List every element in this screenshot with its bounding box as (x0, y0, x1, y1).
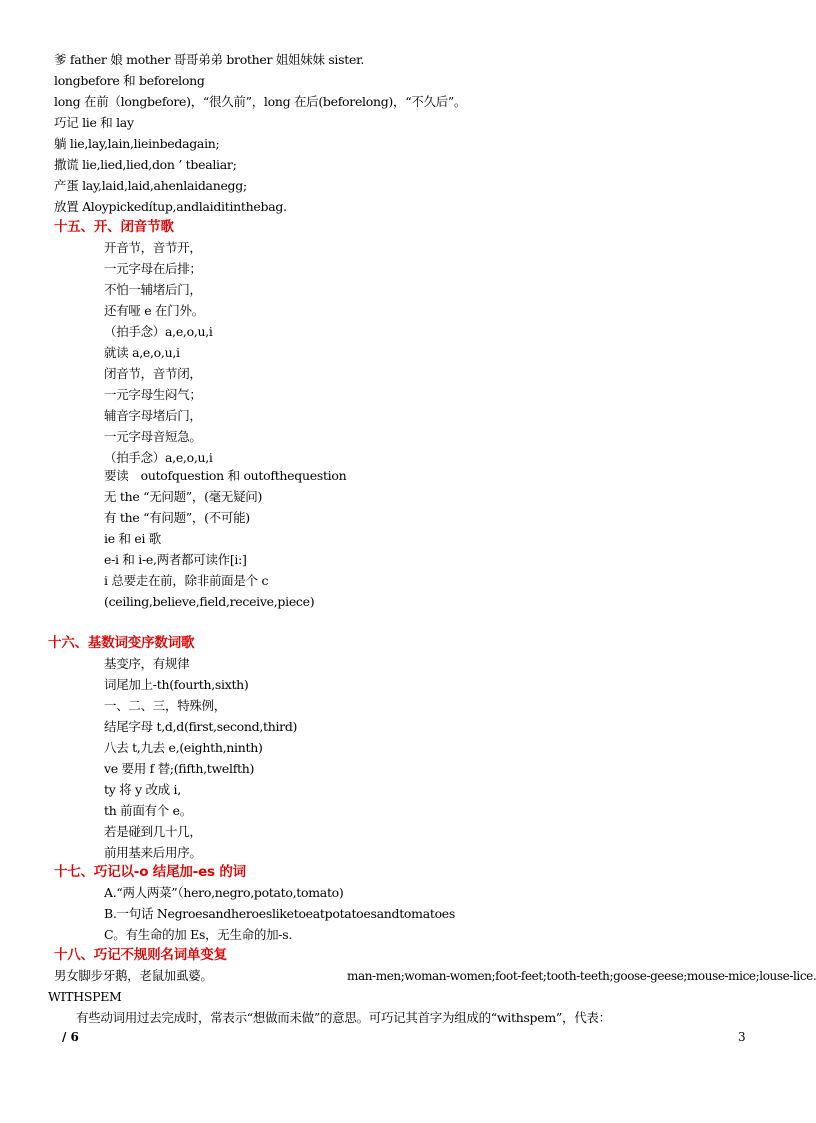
page-total: / 6 (62, 1030, 79, 1044)
s15-line: 就读 a,e,o,u,i (104, 345, 180, 360)
s15-line: 无 the “无问题”，(毫无疑问) (104, 489, 263, 504)
section-15-heading: 十五、开、闭音节歌 (54, 219, 174, 235)
s15-line: 闭音节，音节闭， (104, 366, 202, 381)
text-line-lie-lie: 躺 lie,lay,lain,lieinbedagain; (54, 136, 220, 151)
section-17-heading: 十七、巧记以-o 结尾加-es 的词 (54, 864, 246, 880)
text-line-longbefore: longbefore 和 beforelong (54, 73, 205, 88)
text-line-lay-put: 放置 Aloypickedítup,andlaiditinthebag. (54, 199, 287, 214)
section-16-heading: 十六、基数词变序数词歌 (48, 635, 195, 651)
s15-line: (ceiling,believe,field,receive,piece) (104, 594, 315, 609)
section-18-heading: 十八、巧记不规则名词单变复 (54, 947, 227, 963)
page-number: 3 (738, 1030, 746, 1044)
s16-line: 前用基来后用序。 (104, 845, 202, 860)
s16-line: 词尾加上-th(fourth,sixth) (104, 677, 249, 692)
s18-paragraph: 有些动词用过去完成时，常表示“想做而未做”的意思。可巧记其首字为组成的“withspem”，代表： (76, 1010, 611, 1025)
s15-line: ie 和 ei 歌 (104, 531, 162, 546)
s15-line: 有 the “有问题”，(不可能) (104, 510, 250, 525)
text-line-lie-lay-title: 巧记 lie 和 lay (54, 115, 134, 130)
s15-line: 不怕一辅堵后门， (104, 282, 202, 297)
text-line-family: 爹 father 娘 mother 哥哥弟弟 brother 姐姐妹妹 sister. (54, 52, 365, 67)
s17-line: A.“两人两菜”（hero,negro,potato,tomato) (104, 885, 344, 900)
s18-acronym: WITHSPEM (48, 989, 122, 1004)
s17-line: B.一句话 Negroesandheroesliketoeatpotatoesandtomatoes (104, 906, 456, 921)
s17-line: C。有生命的加 Es，无生命的加-s. (104, 927, 292, 942)
s16-line: 结尾字母 t,d,d(first,second,third) (104, 719, 298, 734)
s15-line: 还有哑 e 在门外。 (104, 303, 204, 318)
s15-line: 一元字母生闷气； (104, 387, 202, 402)
s15-line: 辅音字母堵后门， (104, 408, 202, 423)
s18-examples: man-men;woman-women;foot-feet;tooth-teeth;goose-geese;mouse-mice;louse-lice. (347, 969, 816, 983)
s15-line: 要读 outofquestion 和 outofthequestion (104, 468, 347, 483)
s15-line: 一元字母在后排； (104, 261, 202, 276)
s18-rhyme: 男女脚步牙鹅，老鼠加虱婆。 (54, 968, 213, 983)
s15-line: 一元字母音短急。 (104, 429, 202, 444)
s16-line: 若是碰到几十几， (104, 824, 202, 839)
text-line-lie-lied: 撒谎 lie,lied,lied,don ’ tbealiar; (54, 157, 237, 172)
s15-line: e-i 和 i-e,两者都可读作[i:] (104, 552, 247, 567)
s16-line: th 前面有个 e。 (104, 803, 192, 818)
s15-line: （拍手念）a,e,o,u,i (104, 450, 213, 465)
s18-rhyme-row (54, 966, 816, 986)
s16-line: 八去 t,九去 e,(eighth,ninth) (104, 740, 263, 755)
text-line-long-explain: long 在前（longbefore)，“很久前”，long 在后(beforelong)，“不久后”。 (54, 94, 467, 109)
s16-line: ty 将 y 改成 i, (104, 782, 181, 797)
s15-line: 开音节，音节开， (104, 240, 202, 255)
text-line-lay-laid: 产蛋 lay,laid,laid,ahenlaidanegg; (54, 178, 247, 193)
s16-line: 基变序，有规律 (104, 656, 190, 671)
s15-line: （拍手念）a,e,o,u,i (104, 324, 213, 339)
s16-line: ve 要用 f 替;(fifth,twelfth) (104, 761, 255, 776)
s15-line: i 总要走在前，除非前面是个 c (104, 573, 269, 588)
s16-line: 一、二、三，特殊例， (104, 698, 227, 713)
